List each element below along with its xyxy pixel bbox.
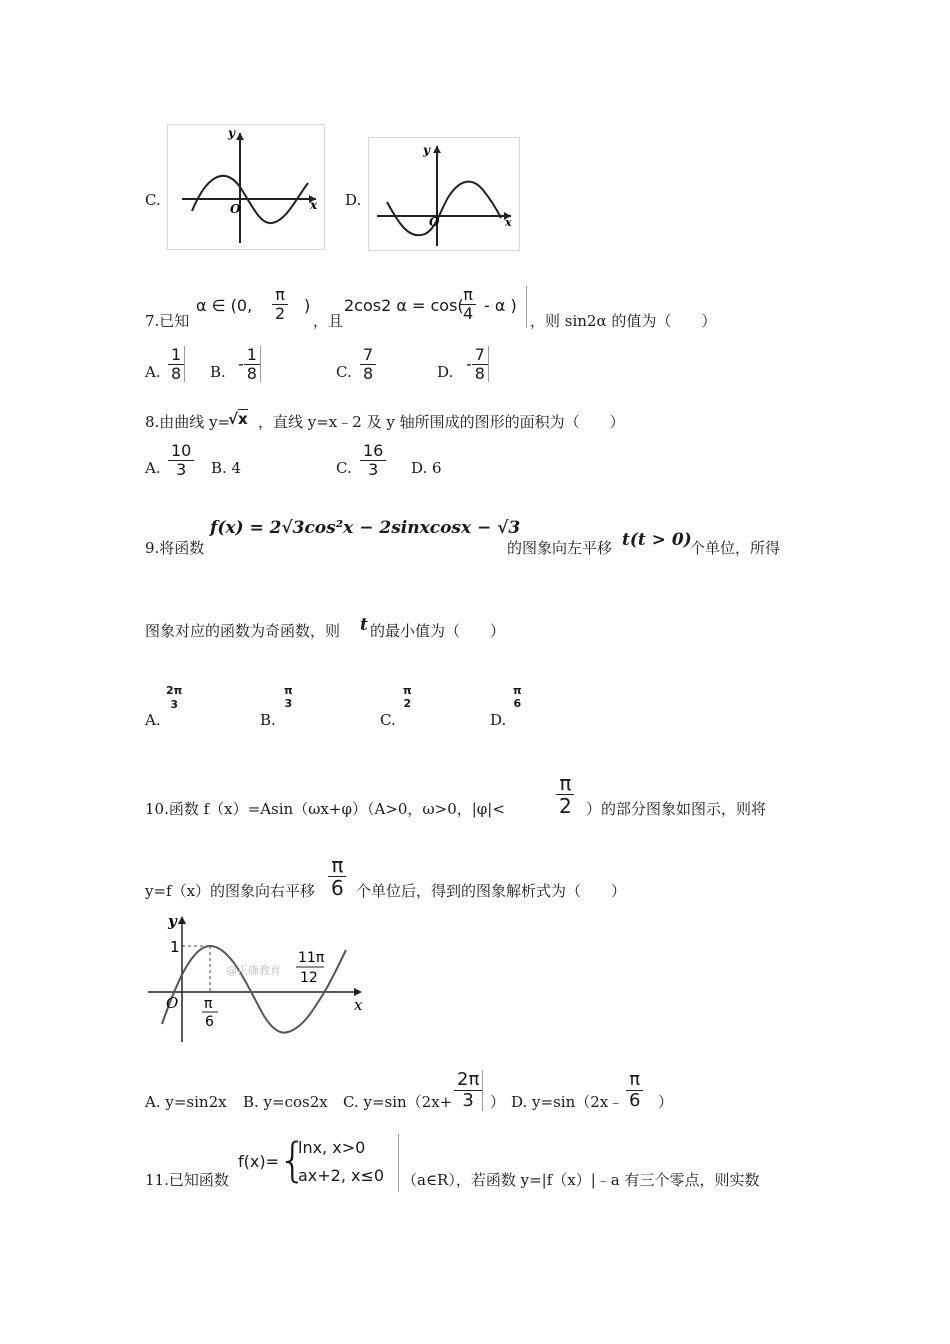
q10-line1-a: 10.函数 f（x）=Asin（ωx+φ）（A>0，ω>0，|φ|<	[145, 800, 505, 818]
q9-c-val: π 2	[403, 684, 412, 710]
q9-opt-d: D.	[490, 711, 507, 729]
q10-line1-b: ）的部分图象如图示，则将	[586, 800, 767, 818]
q7-opt-b: B.	[210, 363, 226, 381]
q10-line2-a: y=f（x）的图象向右平移	[145, 882, 316, 900]
q8-c-frac: $\frac{16}{3}$	[360, 442, 386, 478]
q7-a-frac: $\frac{1}{8}$	[168, 346, 185, 382]
q7-d-frac: - $\frac{7}{8}$	[466, 346, 489, 382]
q10-c-frac: $\frac{2\pi}{3}$	[454, 1070, 483, 1111]
q11-fx: f(x)=	[238, 1152, 279, 1171]
q7-c-frac: $\frac{7}{8}$	[360, 346, 376, 382]
q9-mid: 的图象向左平移	[507, 539, 613, 557]
d-axis-x: x	[505, 216, 512, 229]
q7-minus-alpha: - α )	[484, 296, 517, 315]
c-axis-x: x	[310, 198, 318, 212]
d-axis-y: y	[423, 143, 430, 157]
q11-case2: ax+2, x≤0	[298, 1166, 385, 1185]
c-origin: O	[230, 202, 241, 216]
q8-opt-c: C.	[336, 459, 352, 477]
q9-line2-b: 的最小值为（ ）	[370, 622, 506, 640]
q10-tick-1: 1	[170, 938, 180, 956]
q10-axis-x: x	[354, 996, 363, 1014]
q9-d-val: π 6	[513, 684, 522, 710]
q8-sqrt-x: √x	[228, 410, 248, 428]
q9-line2-t: t	[360, 615, 368, 635]
q9-line2-a: 图象对应的函数为奇函数，则	[145, 622, 341, 640]
q10-origin: O	[166, 994, 179, 1012]
q10-pi6-num: π	[204, 996, 213, 1012]
q11-brace: {	[278, 1133, 308, 1187]
q7-eq-lhs: 2cos2 α = cos(	[344, 296, 464, 315]
option-c-label: C.	[145, 191, 161, 209]
q11-case1: lnx, x>0	[298, 1138, 366, 1157]
q7-suffix: ，则 sin2α 的值为（ ）	[530, 312, 717, 330]
q10-watermark: @正确教育	[226, 964, 281, 977]
q8-text2: ，直线 y=x﹣2 及 y 轴所围成的图形的面积为（ ）	[258, 413, 625, 431]
q10-opt-c: C. y=sin（2x+	[343, 1093, 453, 1111]
q9-opt-b: B.	[260, 711, 276, 729]
q8-opt-a: A.	[145, 459, 161, 477]
q7-pi-over-2: $\frac{\pi}{2}$	[272, 286, 288, 322]
q10-r-den: 12	[300, 970, 318, 986]
q9-a-val: $\frac{2\pi}{3}$	[166, 684, 183, 711]
q10-opt-d: D. y=sin（2x﹣	[511, 1093, 624, 1111]
q7-opt-c: C.	[336, 363, 352, 381]
q10-d-frac: $\frac{\pi}{6}$	[626, 1070, 643, 1111]
q7-b-frac: - $\frac{1}{8}$	[238, 346, 261, 382]
q11-piecewise	[238, 1134, 399, 1192]
q7-pi-over-4: $\frac{\pi}{4}$	[460, 286, 476, 322]
q10-graph	[146, 912, 368, 1044]
q8-opt-b: B. 4	[211, 459, 242, 477]
q7-alpha-in: α ∈ (0,	[196, 296, 253, 315]
q8-opt-d: D. 6	[411, 459, 442, 477]
q10-opt-a: A. y=sin2x	[145, 1093, 227, 1111]
q9-b-val: π 3	[284, 684, 293, 710]
q10-opt-b: B. y=cos2x	[243, 1093, 328, 1111]
q10-sine-graph	[146, 912, 368, 1044]
q10-r-num: 11π	[298, 950, 325, 966]
q7-alpha-range	[196, 286, 328, 328]
graph-option-c	[167, 124, 325, 250]
d-origin: O	[429, 215, 440, 229]
q7-opt-d: D.	[437, 363, 454, 381]
graph-option-d	[368, 137, 520, 251]
q7-prefix: 7.已知	[145, 312, 190, 330]
q11-suffix: （a∈R），若函数 y=|f（x）|﹣a 有三个零点，则实数	[402, 1171, 760, 1189]
q10-c-close: ）	[490, 1093, 506, 1111]
sine-graph-c	[168, 125, 324, 249]
sine-graph-d	[369, 138, 519, 250]
q9-suffix: 个单位，所得	[690, 539, 781, 557]
q9-opt-c: C.	[380, 711, 396, 729]
q7-and: ，且	[313, 312, 344, 330]
option-d-label: D.	[345, 191, 362, 209]
q10-d-close: ）	[658, 1093, 674, 1111]
q8-a-frac: $\frac{10}{3}$	[168, 442, 194, 478]
q10-axis-y: y	[168, 912, 177, 930]
q11-prefix: 11.已知函数	[145, 1171, 229, 1189]
q9-opt-a: A.	[145, 711, 161, 729]
c-axis-y: y	[228, 126, 235, 140]
q10-pi-over-6: $\frac{\pi}{6}$	[328, 854, 347, 899]
q7-equation	[344, 286, 527, 328]
q10-pi6-den: 6	[205, 1014, 214, 1030]
q10-pi-over-2: $\frac{\pi}{2}$	[556, 772, 575, 817]
q9-t-expr: t(t > 0)	[622, 530, 692, 550]
q8-text1: 8.由曲线 y=	[145, 413, 231, 431]
q9-prefix: 9.将函数	[145, 539, 205, 557]
q10-line2-b: 个单位后，得到的图象解析式为（ ）	[356, 882, 627, 900]
q7-close: )	[304, 296, 311, 315]
q7-opt-a: A.	[145, 363, 161, 381]
q9-formula: f(x) = 2√3cos²x − 2sinxcosx − √3	[210, 518, 521, 538]
